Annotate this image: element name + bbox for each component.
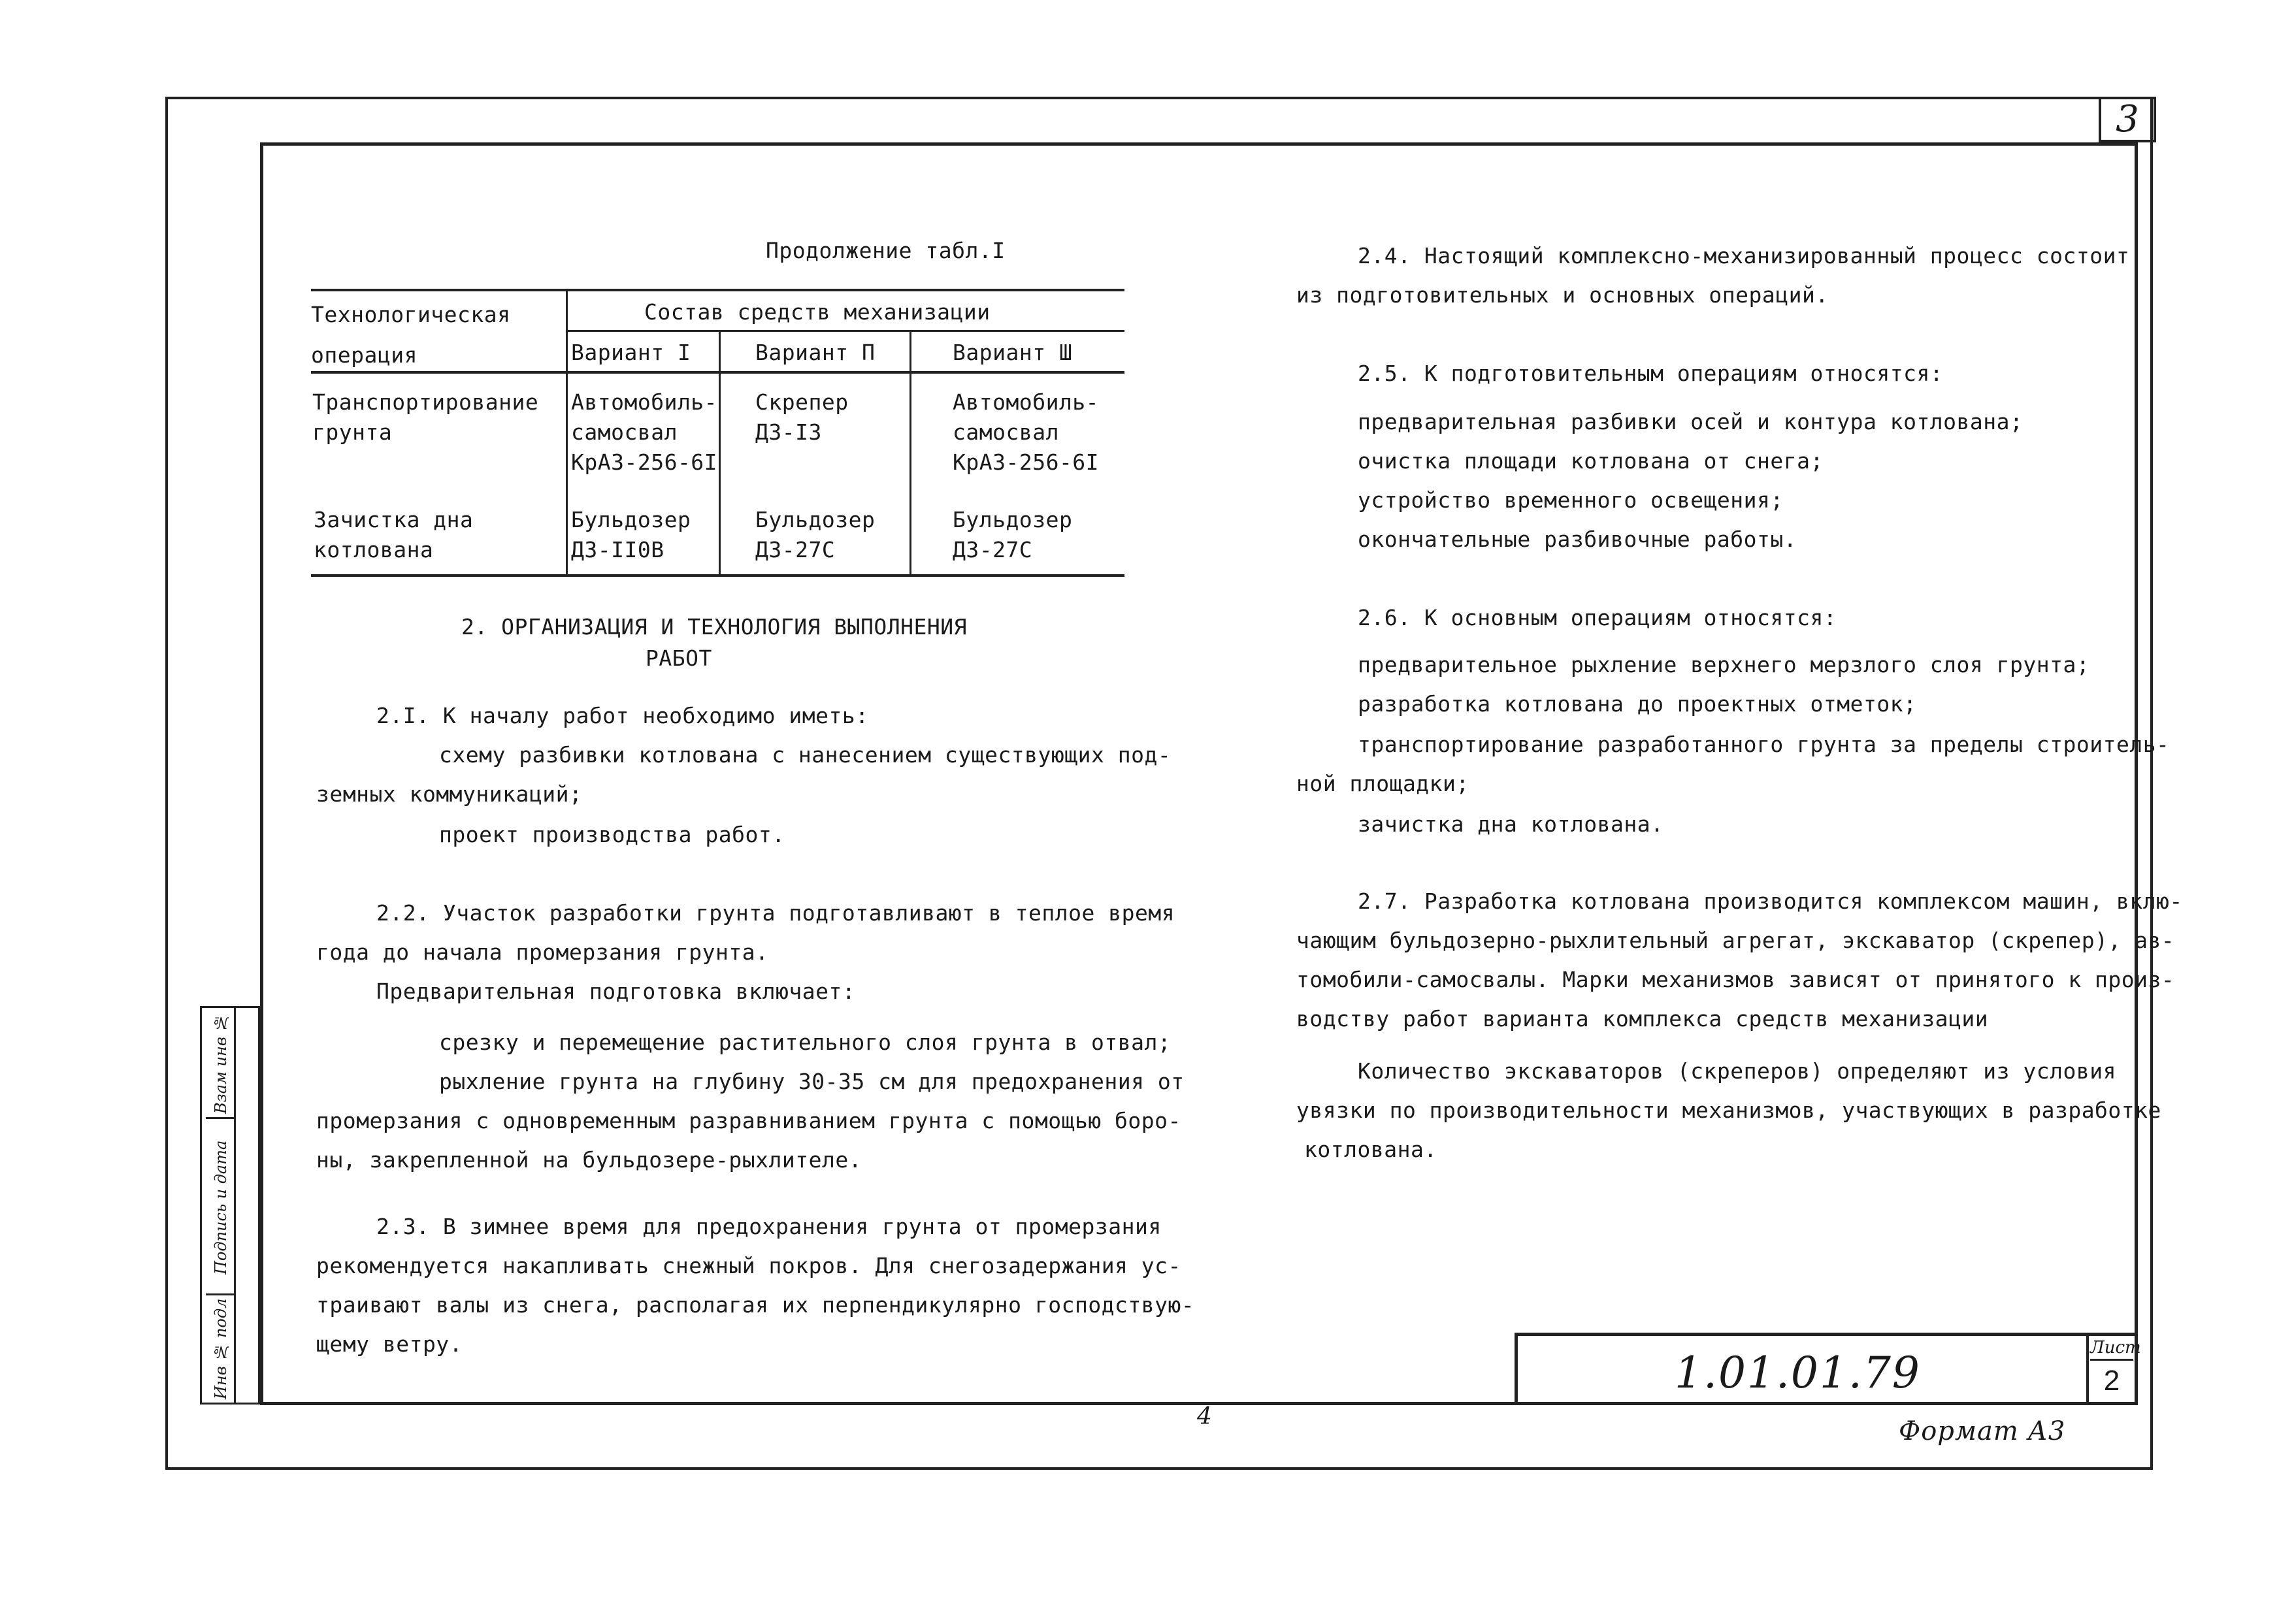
table-group-rule (566, 330, 1124, 332)
table-row1-v2-line2: ДЗ-I3 (755, 419, 822, 445)
table-row2-v2-line1: Бульдозер (755, 507, 876, 532)
para-2-2-line1: 2.2. Участок разработки грунта подготавливают в теплое время (376, 900, 1175, 926)
table-row1-v1-line3: КрАЗ-256-6I (571, 449, 718, 475)
para-2-5: 2.5. К подготовительным операциям относятся: (1358, 361, 1944, 386)
sheet-label: Лист (2090, 1336, 2133, 1361)
table-row1-operation-line2: грунта (312, 419, 393, 445)
para-2-3-line2: рекомендуется накапливать снежный покров. Для снегозадержания ус- (316, 1253, 1181, 1278)
margin-stamp (200, 1006, 260, 1405)
stamp-cell-signature (206, 1119, 236, 1295)
para-2-5-item1: предварительная разбивки осей и контура котлована; (1358, 409, 2024, 434)
para-2-2-line2: года до начала промерзания грунта. (316, 939, 769, 965)
sheet-number: 2 (2103, 1365, 2120, 1397)
para-2-6: 2.6. К основным операциям относятся: (1358, 605, 1837, 630)
table-row2-operation-line1: Зачистка дна (314, 507, 474, 532)
table-row2-v1-line1: Бульдозер (571, 507, 691, 532)
para-2-6-item1: предварительное рыхление верхнего мерзлого слоя грунта; (1358, 652, 2090, 677)
para-2-5-item3: устройство временного освещения; (1358, 487, 1784, 513)
para-2-6-item3-line2: ной площадки; (1296, 771, 1469, 796)
table-row1-v3-line3: КрАЗ-256-6I (953, 449, 1100, 475)
para-2-5-item4: окончательные разбивочные работы. (1358, 527, 1797, 552)
table-head-variant-2: Вариант П (755, 340, 876, 365)
table-row2-v1-line2: ДЗ-II0В (571, 537, 664, 562)
stamp-cell-inventory (206, 1295, 236, 1403)
stamp-label-inventory: Инв № подл (212, 1298, 230, 1400)
para-2-3-line3: траивают валы из снега, располагая их перпендикулярно господствую- (316, 1292, 1195, 1318)
table-head-variant-1: Вариант I (571, 340, 691, 365)
table-bottom-rule (311, 574, 1124, 577)
stamp-label-replacement: Взам инв № (212, 1013, 230, 1114)
para-2-7-line2: чающим бульдозерно-рыхлительный агрегат, экскаватор (скрепер), ав- (1296, 928, 2175, 953)
title-block (1515, 1333, 2141, 1405)
table-row2-v3-line1: Бульдозер (953, 507, 1073, 532)
para-2-1-item2: проект производства работ. (439, 822, 785, 847)
table-caption: Продолжение табл.I (766, 238, 1006, 263)
table-head-operation-line2: операция (311, 342, 418, 368)
para-2-2-item2-line1: рыхление грунта на глубину 30-35 см для предохранения от (439, 1069, 1185, 1094)
table-row2-operation-line2: котлована (314, 537, 434, 562)
para-2-7-line7: котлована. (1304, 1137, 1437, 1162)
para-2-1-item1-line1: схему разбивки котлована с нанесением существующих под- (439, 742, 1172, 768)
para-2-2-line3: Предварительная подготовка включает: (376, 979, 856, 1004)
stamp-label-signature: Подпись и дата (212, 1140, 230, 1275)
table-row1-v1-line2: самосвал (571, 419, 678, 445)
section-heading-line1: 2. ОРГАНИЗАЦИЯ И ТЕХНОЛОГИЯ ВЫПОЛНЕНИЯ (461, 614, 967, 640)
para-2-2-item2-line2: промерзания с одновременным разравниванием грунта с помощью боро- (316, 1108, 1181, 1133)
table-divider-3 (909, 331, 911, 574)
section-heading-line2: РАБОТ (646, 645, 712, 671)
table-head-variant-3: Вариант Ш (953, 340, 1073, 365)
para-2-3-line1: 2.3. В зимнее время для предохранения грунта от промерзания (376, 1214, 1162, 1239)
para-2-6-item3-line1: транспортирование разработанного грунта за пределы строитель- (1358, 732, 2170, 757)
table-row1-v3-line2: самосвал (953, 419, 1059, 445)
corner-sheet-number: 3 (2099, 97, 2156, 142)
para-2-1-item1-line2: земных коммуникаций; (316, 781, 583, 807)
page-number: 4 (1197, 1403, 1212, 1430)
para-2-7-line5: Количество экскаваторов (скреперов) определяют из условия (1358, 1058, 2116, 1084)
table-row2-v2-line2: ДЗ-27С (755, 537, 836, 562)
table-row2-v3-line2: ДЗ-27С (953, 537, 1033, 562)
para-2-3-line4: щему ветру. (316, 1331, 463, 1357)
table-divider-1 (566, 290, 568, 574)
table-row1-v3-line1: Автомобиль- (953, 389, 1100, 415)
table-head-group: Состав средств механизации (644, 299, 991, 325)
table-row1-v2-line1: Скрепер (755, 389, 849, 415)
table-head-rule (311, 371, 1124, 374)
document-code: 1.01.01.79 (1675, 1348, 1921, 1398)
para-2-6-item4: зачистка дна котлована. (1358, 811, 1664, 837)
para-2-7-line3: томобили-самосвалы. Марки механизмов зависят от принятого к произ- (1296, 967, 2175, 992)
para-2-2-item1: срезку и перемещение растительного слоя грунта в отвал; (439, 1030, 1172, 1055)
para-2-4-line2: из подготовительных и основных операций. (1296, 282, 1829, 308)
table-divider-2 (719, 331, 721, 574)
para-2-2-item2-line3: ны, закрепленной на бульдозере-рыхлителе. (316, 1147, 862, 1173)
para-2-4-line1: 2.4. Настоящий комплексно-механизированный процесс состоит (1358, 243, 2130, 268)
para-2-6-item2: разработка котлована до проектных отметок; (1358, 691, 1917, 717)
table-head-operation-line1: Технологическая (311, 302, 511, 327)
para-2-1: 2.I. К началу работ необходимо иметь: (376, 703, 869, 728)
para-2-7-line6: увязки по производительности механизмов, участвующих в разработке (1296, 1097, 2161, 1123)
sheet-cell (2086, 1336, 2141, 1402)
table-top-rule (311, 289, 1124, 291)
para-2-7-line4: водству работ варианта комплекса средств механизации (1296, 1006, 1989, 1031)
stamp-cell-replacement (206, 1008, 236, 1119)
para-2-5-item2: очистка площади котлована от снега; (1358, 448, 1824, 474)
table-row1-operation-line1: Транспортирование (312, 389, 539, 415)
format-label: Формат А3 (1899, 1416, 2066, 1446)
table-row1-v1-line1: Автомобиль- (571, 389, 718, 415)
para-2-7-line1: 2.7. Разработка котлована производится комплексом машин, вклю- (1358, 888, 2183, 914)
